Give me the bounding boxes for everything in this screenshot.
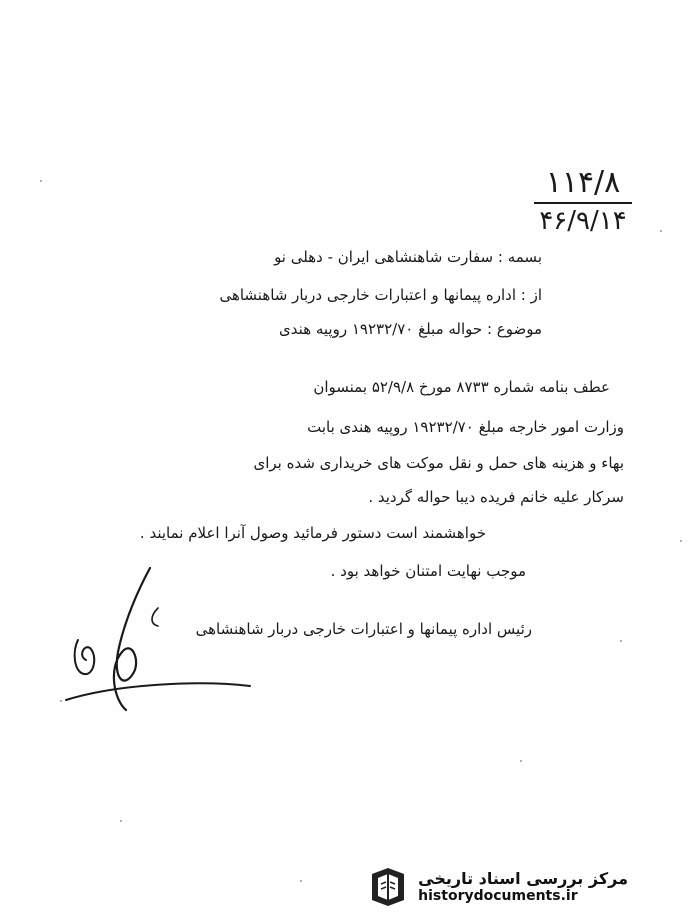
body-line: موجب نهایت امتنان خواهد بود . — [330, 562, 526, 580]
scan-speck — [120, 820, 122, 822]
body-line: بهاء و هزینه های حمل و نقل موکت های خریداری شده برای — [253, 454, 624, 472]
book-emblem-icon — [366, 864, 410, 908]
body-line: عطف بنامه شماره ۸۷۳۳ مورخ ۵۲/۹/۸ بمنسوان — [313, 378, 610, 396]
reference-block — [528, 166, 638, 236]
scan-speck — [680, 540, 682, 542]
body-line: خواهشمند است دستور فرمائید وصول آنرا اعلام نمایند . — [139, 524, 486, 542]
signatory-title: رئیس اداره پیمانها و اعتبارات خارجی دربار شاهنشاهی — [195, 620, 532, 638]
archive-watermark — [366, 864, 628, 908]
header-subject: موضوع : حواله مبلغ ۱۹۲۳۲/۷۰ روپیه هندی — [279, 320, 542, 338]
scan-speck — [300, 880, 302, 882]
reference-number: ۱۱۴/۸ — [545, 165, 621, 200]
reference-divider — [534, 202, 632, 204]
scan-speck — [620, 640, 622, 642]
scan-speck — [40, 180, 42, 182]
handwritten-signature — [38, 560, 258, 730]
watermark-name: مرکز بررسی اسناد تاریخی — [418, 868, 628, 888]
header-to: بسمه : سفارت شاهنشاهی ایران - دهلی نو — [274, 248, 542, 266]
body-line: سرکار علیه خانم فریده دیبا حواله گردید . — [368, 488, 624, 506]
watermark-url: historydocuments.ir — [418, 887, 578, 904]
scan-speck — [660, 230, 662, 232]
body-line: وزارت امور خارجه مبلغ ۱۹۲۳۲/۷۰ روپیه هندی بابت — [307, 418, 624, 436]
reference-date: ۴۶/۹/۱۴ — [539, 206, 627, 236]
header-from: از : اداره پیمانها و اعتبارات خارجی دربار شاهنشاهی — [219, 286, 542, 304]
scan-speck — [520, 760, 522, 762]
